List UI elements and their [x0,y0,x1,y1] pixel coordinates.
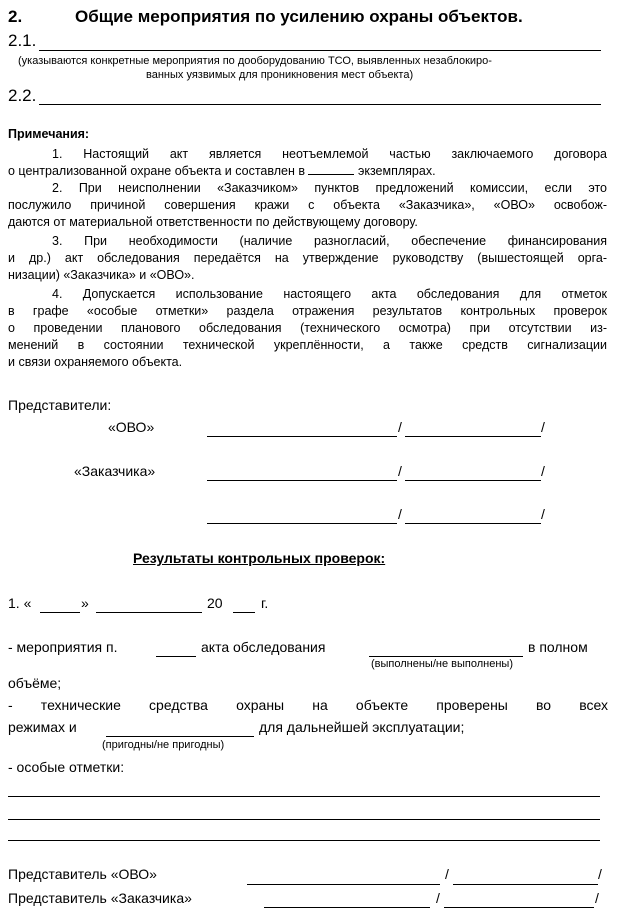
tech-suffix: для дальнейшей эксплуатации; [259,719,465,735]
measures-end: объёме; [8,675,62,691]
note-1-line-2 [8,163,436,181]
rep-customer-final-slash: / [436,890,440,906]
item-2-1-label: 2.1. [8,31,37,50]
measures-middle: акта обследования [201,639,326,655]
check-date-close: » [81,595,89,611]
check-year-line [233,612,255,613]
rep-customer-final-label: Представитель «Заказчика» [8,890,192,906]
special-notes-line-1 [8,796,600,797]
check-day-line [40,612,80,613]
rep-ovo-slash-end: / [541,419,545,435]
rep-ovo-final-slash-end: / [598,866,602,882]
rep-extra-name-line [207,523,397,524]
rep-ovo-name-line [207,436,397,437]
measures-status-line [369,656,523,657]
rep-ovo-label: «ОВО» [108,419,155,435]
rep-customer-final-name-line [264,907,430,908]
measures-prefix: - мероприятия п. [8,639,118,655]
rep-ovo-slash: / [398,419,402,435]
representatives-heading: Представители: [8,397,112,413]
note-1-text-end: экземплярах. [357,164,436,178]
note-4-line-2: в графе «особые отметки» раздела отражения результатов контрольных проверок [8,304,607,318]
tech-hint: (пригодны/не пригодны) [102,739,225,751]
rep-ovo-final-slash: / [445,866,449,882]
tech-prefix: режимах и [8,719,77,735]
section-number: 2. [8,7,23,26]
rep-customer-label: «Заказчика» [74,463,156,479]
item-2-2-line [39,104,601,105]
check-year-suffix: г. [261,595,269,611]
note-3-line-3: низации) «Заказчика» и «ОВО». [8,268,195,282]
rep-ovo-final-label: Представитель «ОВО» [8,866,157,882]
note-2-line-2: послужило причиной совершения кражи с объекта «Заказчика», «ОВО» освобож- [8,198,607,212]
rep-extra-slash: / [398,506,402,522]
tech-status-line [106,736,254,737]
special-notes-line-3 [8,840,600,841]
note-4-line-4: менений в состоянии технической укреплённости, а также средств сигнализации [8,338,607,352]
tech-line-1: - технические средства охраны на объекте проверены во всех [8,697,608,713]
copies-count-blank [308,164,354,175]
section-title: Общие мероприятия по усилению охраны объектов. [75,7,523,26]
special-notes-label: - особые отметки: [8,759,125,775]
rep-customer-slash: / [398,463,402,479]
special-notes-line-2 [8,819,600,820]
measures-suffix: в полном [528,639,588,655]
item-2-2-label: 2.2. [8,86,37,105]
note-2-line-3: даются от материальной ответственности по действующему договору. [8,215,418,229]
check-date-number: 1. « [8,595,32,611]
notes-heading: Примечания: [8,127,90,141]
rep-customer-name-line [207,480,397,481]
item-2-1-line [39,50,601,51]
results-title: Результаты контрольных проверок: [133,550,386,566]
note-4-line-3: о проведении планового обследования (технического осмотра) при отсутствии из- [8,321,607,335]
measures-item-line [156,656,196,657]
rep-customer-final-slash-end: / [595,890,599,906]
note-2-line-1: 2. При неисполнении «Заказчиком» пунктов предложений комиссии, если это [52,181,607,195]
rep-customer-sign-line [405,480,541,481]
rep-ovo-sign-line [405,436,541,437]
note-3-line-2: и др.) акт обследования передаётся на утверждение руководству (вышестоящей орга- [8,251,607,265]
note-3-line-1: 3. При необходимости (наличие разногласий, обеспечение финансирования [52,234,607,248]
note-1-line-1: 1. Настоящий акт является неотъемлемой частью заключаемого договора [52,147,607,161]
item-2-1-hint: (указываются конкретные мероприятия по дооборудованию ТСО, выявленных незаблокиро- [18,55,492,67]
rep-extra-sign-line [405,523,541,524]
rep-ovo-final-name-line [247,884,440,885]
check-month-line [96,612,202,613]
rep-customer-slash-end: / [541,463,545,479]
rep-customer-final-sign-line [444,907,594,908]
measures-hint: (выполнены/не выполнены) [371,658,513,670]
note-4-line-1: 4. Допускается использование настоящего акта обследования для отметок [52,287,607,301]
item-2-1-hint-cont: ванных уязвимых для проникновения мест объекта) [146,69,414,81]
rep-extra-slash-end: / [541,506,545,522]
note-1-text: о централизованной охране объекта и составлен в [8,164,305,178]
check-year-prefix: 20 [207,595,223,611]
rep-ovo-final-sign-line [453,884,598,885]
note-4-line-5: и связи охраняемого объекта. [8,355,183,369]
